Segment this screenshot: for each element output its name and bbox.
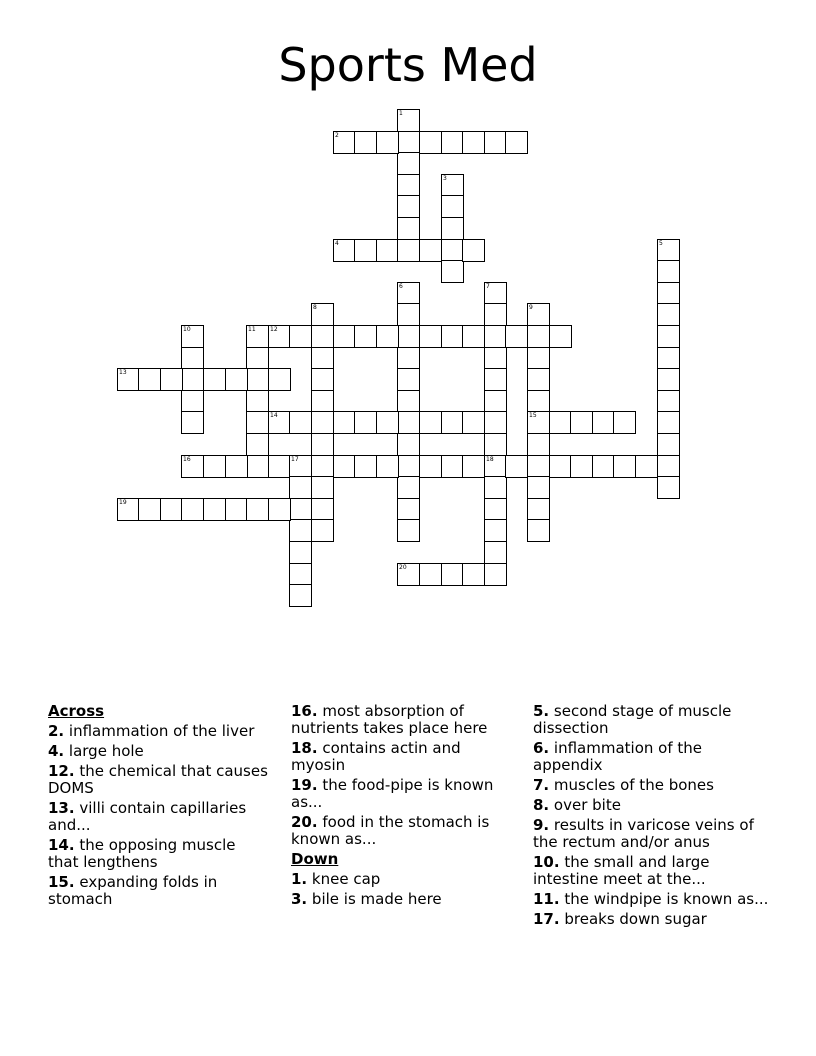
grid-cell[interactable] bbox=[484, 498, 507, 521]
grid-cell[interactable] bbox=[484, 131, 507, 154]
grid-cell[interactable] bbox=[225, 498, 248, 521]
grid-cell[interactable] bbox=[311, 519, 334, 542]
grid-cell[interactable] bbox=[419, 131, 442, 154]
grid-cell[interactable] bbox=[268, 368, 291, 391]
grid-cell[interactable] bbox=[527, 498, 550, 521]
grid-cell[interactable] bbox=[419, 411, 442, 434]
grid-cell[interactable] bbox=[549, 411, 572, 434]
grid-cell[interactable] bbox=[397, 368, 420, 391]
grid-cell[interactable] bbox=[527, 303, 550, 326]
cell-number: 7 bbox=[486, 283, 490, 290]
page-title: Sports Med bbox=[278, 38, 538, 92]
grid-cell[interactable] bbox=[527, 368, 550, 391]
clue-down-3: 3. bile is made here bbox=[291, 890, 442, 908]
grid-cell[interactable] bbox=[505, 455, 528, 478]
grid-cell[interactable] bbox=[570, 411, 593, 434]
grid-cell[interactable] bbox=[203, 455, 226, 478]
cell-number: 4 bbox=[335, 240, 339, 247]
grid-cell[interactable] bbox=[592, 411, 615, 434]
grid-cell[interactable] bbox=[117, 498, 140, 521]
grid-cell[interactable] bbox=[289, 411, 312, 434]
grid-cell[interactable] bbox=[397, 195, 420, 218]
grid-cell[interactable] bbox=[484, 325, 507, 348]
grid-cell[interactable] bbox=[484, 282, 507, 305]
cell-number: 20 bbox=[399, 564, 407, 571]
clue-across-16: 16. most absorption of nutrients takes place here bbox=[291, 702, 488, 737]
grid-cell[interactable] bbox=[225, 368, 248, 391]
grid-cell[interactable] bbox=[160, 368, 183, 391]
cell-number: 14 bbox=[270, 412, 278, 419]
grid-cell[interactable] bbox=[635, 455, 658, 478]
grid-cell[interactable] bbox=[246, 411, 269, 434]
grid-cell[interactable] bbox=[549, 325, 572, 348]
grid-cell[interactable] bbox=[354, 455, 377, 478]
grid-cell[interactable] bbox=[246, 325, 269, 348]
grid-cell[interactable] bbox=[527, 476, 550, 499]
grid-cell[interactable] bbox=[354, 131, 377, 154]
grid-cell[interactable] bbox=[397, 217, 420, 240]
grid-cell[interactable] bbox=[397, 519, 420, 542]
cell-number: 10 bbox=[183, 326, 191, 333]
grid-cell[interactable] bbox=[527, 325, 550, 348]
grid-cell[interactable] bbox=[657, 303, 680, 326]
grid-cell[interactable] bbox=[311, 476, 334, 499]
cell-number: 12 bbox=[270, 326, 278, 333]
grid-cell[interactable] bbox=[570, 455, 593, 478]
grid-cell[interactable] bbox=[484, 541, 507, 564]
clue-across-20: 20. food in the stomach is known as... bbox=[291, 813, 490, 848]
grid-cell[interactable] bbox=[333, 411, 356, 434]
grid-cell[interactable] bbox=[657, 411, 680, 434]
clues-column-1 bbox=[48, 703, 268, 911]
grid-cell[interactable] bbox=[484, 347, 507, 370]
grid-cell[interactable] bbox=[289, 325, 312, 348]
clue-down-5: 5. second stage of muscle dissection bbox=[533, 702, 732, 737]
grid-cell[interactable] bbox=[138, 498, 161, 521]
grid-cell[interactable] bbox=[311, 347, 334, 370]
clue-across-14: 14. the opposing muscle that lengthens bbox=[48, 836, 236, 871]
grid-cell[interactable] bbox=[246, 433, 269, 456]
grid-cell[interactable] bbox=[289, 541, 312, 564]
grid-cell[interactable] bbox=[268, 455, 291, 478]
grid-cell[interactable] bbox=[376, 455, 399, 478]
grid-cell[interactable] bbox=[441, 195, 464, 218]
clue-down-1: 1. knee cap bbox=[291, 870, 381, 888]
grid-cell[interactable] bbox=[354, 239, 377, 262]
grid-cell[interactable] bbox=[441, 325, 464, 348]
clue-down-17: 17. breaks down sugar bbox=[533, 910, 707, 928]
grid-cell[interactable] bbox=[484, 476, 507, 499]
clues-column-3 bbox=[533, 703, 773, 931]
grid-cell[interactable] bbox=[505, 325, 528, 348]
grid-cell[interactable] bbox=[160, 498, 183, 521]
across-heading: Across bbox=[48, 702, 105, 720]
cell-number: 13 bbox=[119, 369, 127, 376]
grid-cell[interactable] bbox=[441, 455, 464, 478]
grid-cell[interactable] bbox=[657, 476, 680, 499]
grid-cell[interactable] bbox=[484, 390, 507, 413]
grid-cell[interactable] bbox=[311, 325, 334, 348]
grid-cell[interactable] bbox=[613, 455, 636, 478]
grid-cell[interactable] bbox=[527, 433, 550, 456]
clue-down-11: 11. the windpipe is known as... bbox=[533, 890, 769, 908]
grid-cell[interactable] bbox=[397, 476, 420, 499]
grid-cell[interactable] bbox=[289, 498, 312, 521]
grid-cell[interactable] bbox=[397, 152, 420, 175]
grid-cell[interactable] bbox=[181, 390, 204, 413]
cell-number: 9 bbox=[529, 304, 533, 311]
grid-cell[interactable] bbox=[181, 325, 204, 348]
grid-cell[interactable] bbox=[419, 563, 442, 586]
clue-across-2: 2. inflammation of the liver bbox=[48, 722, 255, 740]
clue-across-13: 13. villi contain capillaries and... bbox=[48, 799, 247, 834]
grid-cell[interactable] bbox=[462, 411, 485, 434]
grid-cell[interactable] bbox=[397, 325, 420, 348]
clue-across-18: 18. contains actin and myosin bbox=[291, 739, 461, 774]
grid-cell[interactable] bbox=[484, 411, 507, 434]
grid-cell[interactable] bbox=[397, 411, 420, 434]
grid-cell[interactable] bbox=[527, 390, 550, 413]
clue-across-15: 15. expanding folds in stomach bbox=[48, 873, 218, 908]
grid-cell[interactable] bbox=[311, 303, 334, 326]
grid-cell[interactable] bbox=[397, 282, 420, 305]
grid-cell[interactable] bbox=[397, 109, 420, 132]
grid-cell[interactable] bbox=[289, 455, 312, 478]
grid-cell[interactable] bbox=[441, 239, 464, 262]
clue-across-4: 4. large hole bbox=[48, 742, 144, 760]
grid-cell[interactable] bbox=[333, 325, 356, 348]
grid-cell[interactable] bbox=[462, 131, 485, 154]
grid-cell[interactable] bbox=[441, 411, 464, 434]
grid-cell[interactable] bbox=[484, 455, 507, 478]
grid-cell[interactable] bbox=[484, 433, 507, 456]
grid-cell[interactable] bbox=[419, 325, 442, 348]
clue-down-10: 10. the small and large intestine meet at the... bbox=[533, 853, 710, 888]
grid-cell[interactable] bbox=[484, 563, 507, 586]
grid-cell[interactable] bbox=[181, 498, 204, 521]
grid-cell[interactable] bbox=[376, 325, 399, 348]
grid-cell[interactable] bbox=[484, 519, 507, 542]
grid-cell[interactable] bbox=[203, 498, 226, 521]
grid-cell[interactable] bbox=[181, 347, 204, 370]
down-heading: Down bbox=[291, 850, 339, 868]
grid-cell[interactable] bbox=[333, 239, 356, 262]
cell-number: 18 bbox=[486, 456, 494, 463]
clues-column-2 bbox=[291, 703, 513, 911]
cell-number: 16 bbox=[183, 456, 191, 463]
grid-cell[interactable] bbox=[397, 174, 420, 197]
grid-cell[interactable] bbox=[657, 433, 680, 456]
grid-cell[interactable] bbox=[311, 455, 334, 478]
grid-cell[interactable] bbox=[311, 411, 334, 434]
grid-cell[interactable] bbox=[505, 131, 528, 154]
grid-cell[interactable] bbox=[289, 476, 312, 499]
cell-number: 8 bbox=[313, 304, 317, 311]
grid-cell[interactable] bbox=[419, 239, 442, 262]
grid-cell[interactable] bbox=[441, 260, 464, 283]
grid-cell[interactable] bbox=[462, 239, 485, 262]
cell-number: 2 bbox=[335, 132, 339, 139]
grid-cell[interactable] bbox=[268, 498, 291, 521]
grid-cell[interactable] bbox=[527, 411, 550, 434]
grid-cell[interactable] bbox=[484, 368, 507, 391]
grid-cell[interactable] bbox=[311, 498, 334, 521]
grid-cell[interactable] bbox=[397, 303, 420, 326]
clue-across-19: 19. the food-pipe is known as... bbox=[291, 776, 494, 811]
cell-number: 6 bbox=[399, 283, 403, 290]
grid-cell[interactable] bbox=[397, 131, 420, 154]
grid-cell[interactable] bbox=[311, 368, 334, 391]
grid-cell[interactable] bbox=[225, 455, 248, 478]
grid-cell[interactable] bbox=[311, 433, 334, 456]
grid-cell[interactable] bbox=[592, 455, 615, 478]
grid-cell[interactable] bbox=[397, 433, 420, 456]
grid-cell[interactable] bbox=[527, 455, 550, 478]
grid-cell[interactable] bbox=[354, 325, 377, 348]
cell-number: 15 bbox=[529, 412, 537, 419]
grid-cell[interactable] bbox=[657, 347, 680, 370]
grid-cell[interactable] bbox=[117, 368, 140, 391]
grid-cell[interactable] bbox=[181, 411, 204, 434]
grid-cell[interactable] bbox=[397, 347, 420, 370]
grid-cell[interactable] bbox=[181, 455, 204, 478]
cell-number: 5 bbox=[659, 240, 663, 247]
clue-across-12: 12. the chemical that causes DOMS bbox=[48, 762, 268, 797]
grid-cell[interactable] bbox=[484, 303, 507, 326]
grid-cell[interactable] bbox=[376, 239, 399, 262]
grid-cell[interactable] bbox=[268, 325, 291, 348]
grid-cell[interactable] bbox=[246, 347, 269, 370]
grid-cell[interactable] bbox=[397, 498, 420, 521]
cell-number: 3 bbox=[443, 175, 447, 182]
grid-cell[interactable] bbox=[203, 368, 226, 391]
cell-number: 1 bbox=[399, 110, 403, 117]
grid-cell[interactable] bbox=[138, 368, 161, 391]
grid-cell[interactable] bbox=[354, 411, 377, 434]
grid-cell[interactable] bbox=[397, 563, 420, 586]
grid-cell[interactable] bbox=[527, 519, 550, 542]
grid-cell[interactable] bbox=[289, 519, 312, 542]
grid-cell[interactable] bbox=[397, 455, 420, 478]
cell-number: 11 bbox=[248, 326, 256, 333]
grid-cell[interactable] bbox=[376, 131, 399, 154]
grid-cell[interactable] bbox=[289, 584, 312, 607]
grid-cell[interactable] bbox=[441, 563, 464, 586]
grid-cell[interactable] bbox=[376, 411, 399, 434]
grid-cell[interactable] bbox=[549, 455, 572, 478]
grid-cell[interactable] bbox=[657, 325, 680, 348]
grid-cell[interactable] bbox=[657, 239, 680, 262]
grid-cell[interactable] bbox=[462, 563, 485, 586]
grid-cell[interactable] bbox=[268, 411, 291, 434]
grid-cell[interactable] bbox=[333, 455, 356, 478]
grid-cell[interactable] bbox=[527, 347, 550, 370]
clue-down-7: 7. muscles of the bones bbox=[533, 776, 714, 794]
grid-cell[interactable] bbox=[246, 455, 269, 478]
grid-cell[interactable] bbox=[311, 390, 334, 413]
grid-cell[interactable] bbox=[397, 239, 420, 262]
clue-down-8: 8. over bite bbox=[533, 796, 621, 814]
grid-cell[interactable] bbox=[441, 131, 464, 154]
grid-cell[interactable] bbox=[246, 498, 269, 521]
grid-cell[interactable] bbox=[441, 174, 464, 197]
grid-cell[interactable] bbox=[441, 217, 464, 240]
grid-cell[interactable] bbox=[181, 368, 204, 391]
grid-cell[interactable] bbox=[246, 368, 269, 391]
grid-cell[interactable] bbox=[397, 390, 420, 413]
clue-down-9: 9. results in varicose veins of the rectum and/or anus bbox=[533, 816, 754, 851]
grid-cell[interactable] bbox=[289, 563, 312, 586]
cell-number: 17 bbox=[291, 456, 299, 463]
grid-cell[interactable] bbox=[657, 455, 680, 478]
grid-cell[interactable] bbox=[613, 411, 636, 434]
grid-cell[interactable] bbox=[657, 282, 680, 305]
grid-cell[interactable] bbox=[657, 368, 680, 391]
grid-cell[interactable] bbox=[657, 260, 680, 283]
cell-number: 19 bbox=[119, 499, 127, 506]
grid-cell[interactable] bbox=[333, 131, 356, 154]
grid-cell[interactable] bbox=[246, 390, 269, 413]
grid-cell[interactable] bbox=[462, 325, 485, 348]
grid-cell[interactable] bbox=[462, 455, 485, 478]
clue-down-6: 6. inflammation of the appendix bbox=[533, 739, 702, 774]
grid-cell[interactable] bbox=[657, 390, 680, 413]
grid-cell[interactable] bbox=[419, 455, 442, 478]
